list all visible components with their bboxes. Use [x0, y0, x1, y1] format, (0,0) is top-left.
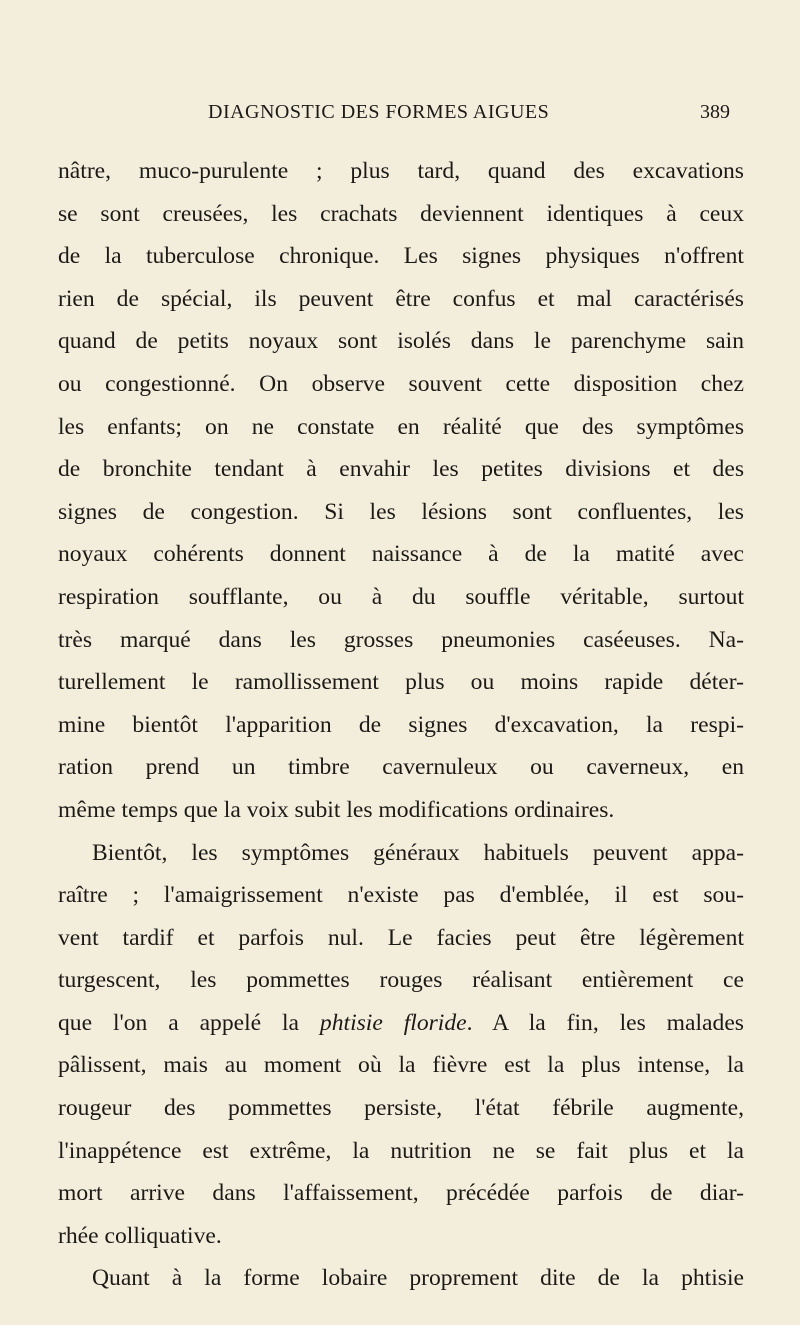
- text-line: quand de petits noyaux sont isolés dans le parenchyme sain: [58, 328, 744, 355]
- text-line: [58, 1002, 744, 1045]
- text-line: ration prend un timbre cavernuleux ou caverneux, en: [58, 754, 744, 781]
- text-line: Quant à la forme lobaire proprement dite de la phtisie: [92, 1265, 744, 1292]
- text-line: mine bientôt l'apparition de signes d'excavation, la respi-: [58, 711, 744, 738]
- text-line: rougeur des pommettes persiste, l'état fébrile augmente,: [58, 1095, 744, 1122]
- text-line: ou congestionné. On observe souvent cette disposition chez: [58, 370, 744, 397]
- running-title: DIAGNOSTIC DES FORMES AIGUES: [208, 101, 550, 123]
- text-line: nâtre, muco-purulente ; plus tard, quand des excavations: [58, 158, 744, 184]
- text-line: les enfants; on ne constate en réalité que des symptômes: [58, 413, 744, 440]
- text-line: mort arrive dans l'affaissement, précédée parfois de diar-: [58, 1180, 744, 1207]
- text-line: noyaux cohérents donnent naissance à de la matité avec: [58, 541, 744, 568]
- text-line: vent tardif et parfois nul. Le facies peut être légèrement: [58, 924, 744, 951]
- text-line: même temps que la voix subit les modifications ordinaires.: [58, 796, 615, 823]
- text-line: signes de congestion. Si les lésions sont confluentes, les: [58, 498, 744, 525]
- text-line: Bientôt, les symptômes généraux habituels peuvent appa-: [92, 839, 744, 866]
- body-text: [58, 150, 744, 1300]
- text-line: rien de spécial, ils peuvent être confus et mal caractérisés: [58, 285, 744, 312]
- running-head: [0, 101, 800, 131]
- page-number: 389: [700, 101, 730, 123]
- text-line: l'inappétence est extrême, la nutrition ne se fait plus et la: [58, 1137, 744, 1164]
- text-line: très marqué dans les grosses pneumonies caséeuses. Na-: [58, 626, 744, 653]
- text-segment: . A la fin, les malades: [466, 1009, 744, 1036]
- text-line: pâlissent, mais au moment où la fièvre est la plus intense, la: [58, 1052, 744, 1079]
- text-segment: que l'on a appelé la: [58, 1009, 320, 1036]
- italic-term: phtisie floride: [319, 1009, 467, 1036]
- text-line: rhée colliquative.: [58, 1222, 222, 1249]
- text-line: de la tuberculose chronique. Les signes physiques n'offrent: [58, 243, 744, 270]
- text-line: de bronchite tendant à envahir les petites divisions et des: [58, 456, 744, 483]
- text-line: turellement le ramollissement plus ou moins rapide déter-: [58, 669, 744, 696]
- text-line: raître ; l'amaigrissement n'existe pas d'emblée, il est sou-: [58, 882, 744, 909]
- text-line: se sont creusées, les crachats deviennent identiques à ceux: [58, 200, 744, 227]
- text-line: respiration soufflante, ou à du souffle véritable, surtout: [58, 583, 744, 610]
- text-line: turgescent, les pommettes rouges réalisant entièrement ce: [58, 967, 744, 994]
